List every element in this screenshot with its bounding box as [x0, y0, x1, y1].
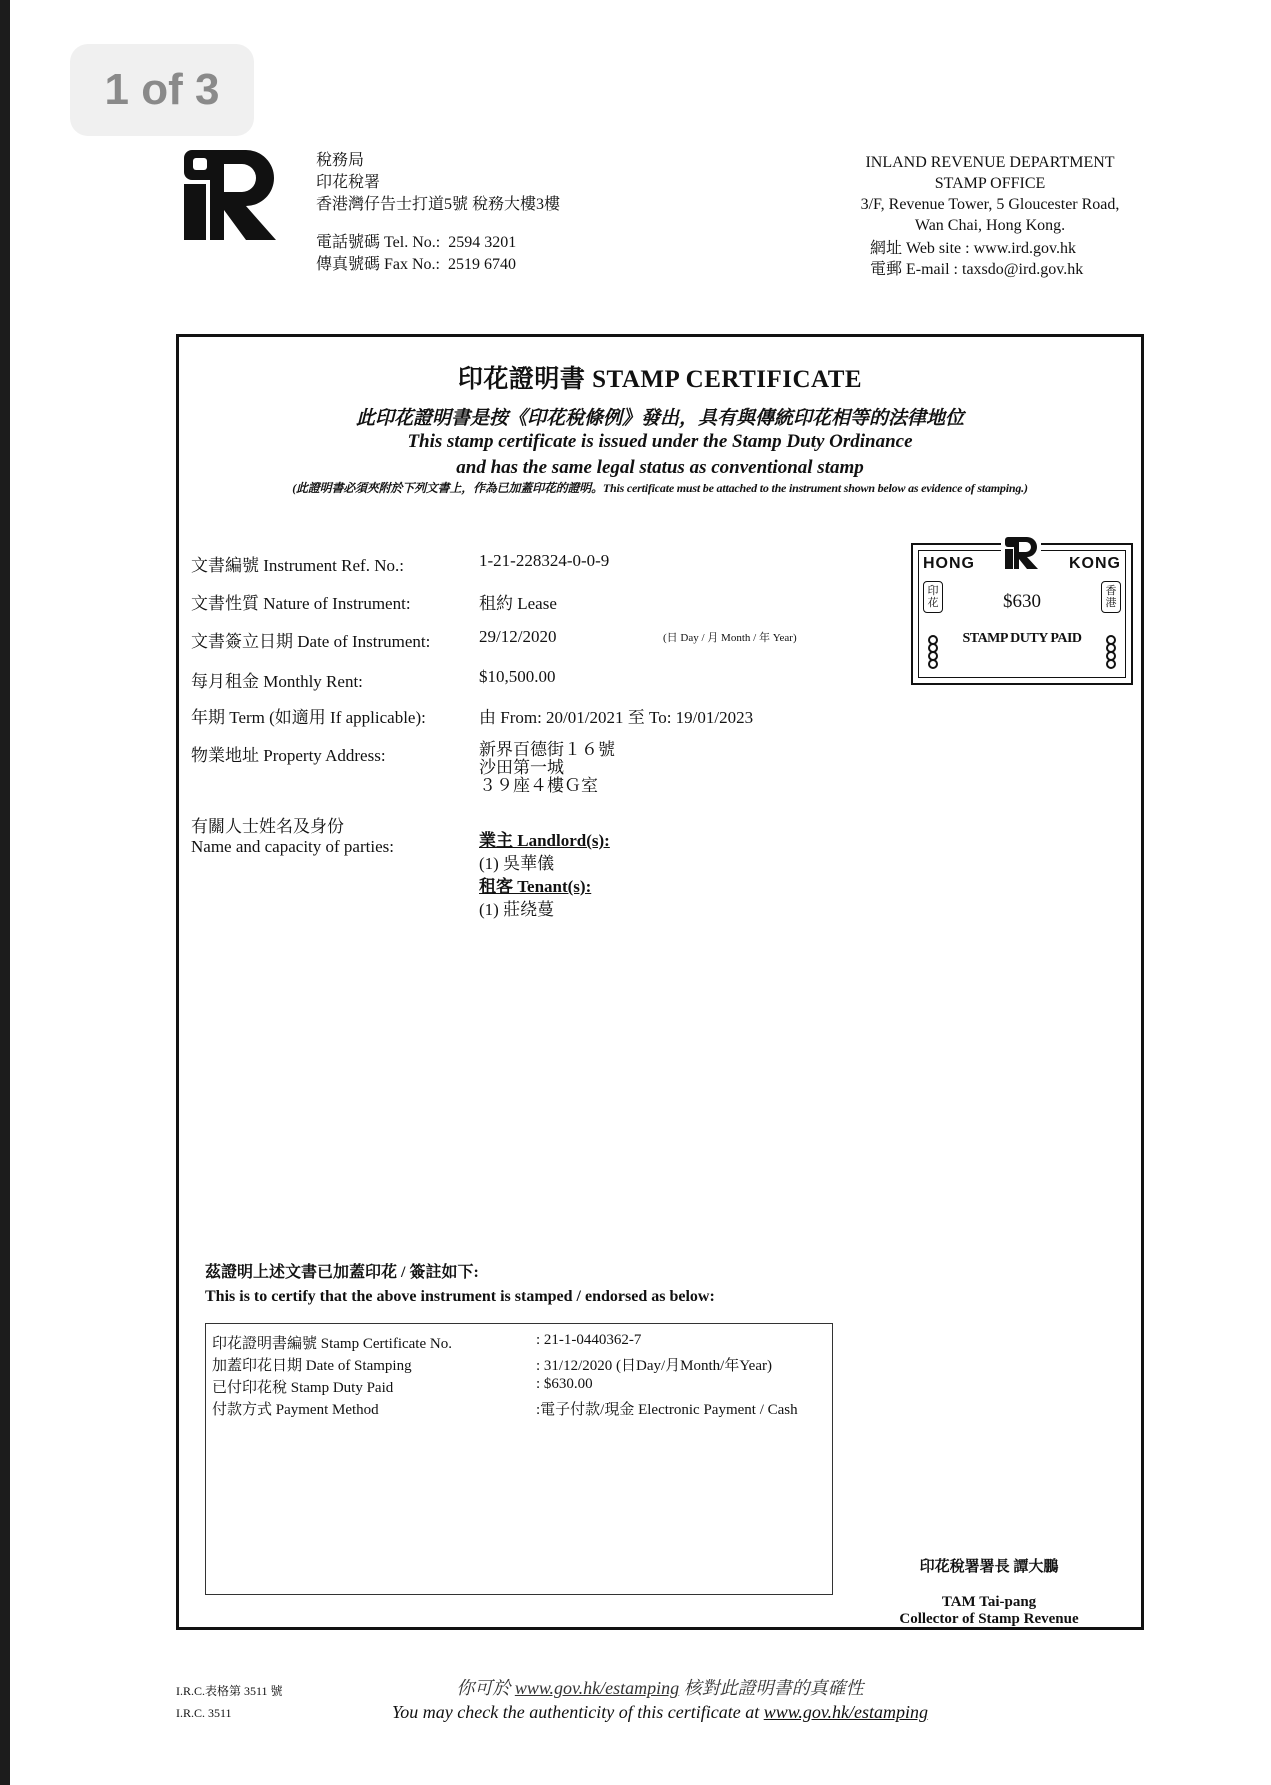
address-line2: 沙田第一城 [479, 758, 564, 777]
tel-number: 2594 3201 [448, 234, 517, 251]
header-office-en: STAMP OFFICE [934, 175, 1046, 192]
header-address-en-2: Wan Chai, Hong Kong. [914, 217, 1066, 234]
nature-label: 文書性質 Nature of Instrument: [191, 594, 411, 613]
page-counter: 1 of 3 [70, 44, 254, 136]
detail-payment-method [212, 1398, 798, 1419]
fax-number: 2519 6740 [448, 256, 517, 273]
detail-cert-no [212, 1332, 642, 1353]
ird-logo [184, 150, 280, 240]
website-link[interactable]: www.ird.gov.hk [973, 240, 1076, 257]
stamping-details-box [205, 1323, 833, 1595]
header-left-contact [316, 150, 560, 276]
method-value: :電子付款/現金 Electronic Payment / Cash [536, 1402, 798, 1418]
collector-name-zh: 印花稅署署長 譚大鵬 [919, 1559, 1059, 1575]
verify-note-en [340, 1702, 980, 1723]
verify-en-prefix: You may check the authenticity of this certificate at [391, 1702, 764, 1722]
form-number-en: I.R.C. 3511 [176, 1706, 232, 1720]
rent-label: 每月租金 Monthly Rent: [191, 672, 363, 691]
stamp-certificate-box [176, 334, 1144, 1630]
ref-value: 1-21-228324-0-0-9 [479, 551, 610, 570]
certificate-subtitle-zh: 此印花證明書是按《印花稅條例》發出，具有與傳統印花相等的法律地位 [355, 408, 964, 429]
seal-side-right: 香港 [1101, 581, 1121, 613]
seal-ird-logo [1001, 537, 1041, 571]
tel-label: 電話號碼 Tel. No.: [316, 234, 441, 251]
term-value: 由 From: 20/01/2021 至 To: 19/01/2023 [479, 708, 754, 727]
rent-value: $10,500.00 [479, 667, 556, 686]
address-line3: ３９座４樓Ｇ室 [479, 776, 598, 795]
method-label: 付款方式 Payment Method [212, 1402, 379, 1418]
subtitle-en-line1: This stamp certificate is issued under the Stamp Duty Ordinance [407, 431, 913, 452]
form-number [176, 1680, 283, 1724]
certify-zh: 茲證明上述文書已加蓋印花 / 簽註如下: [205, 1264, 479, 1281]
seal-ornament-right [1105, 635, 1117, 669]
parties-label-en: Name and capacity of parties: [191, 837, 394, 856]
date-value: 29/12/2020 [479, 627, 557, 646]
header-office-zh: 印花稅署 [316, 174, 381, 191]
certificate-subtitle-en [179, 429, 1141, 481]
parties-label-zh: 有關人士姓名及身份 [191, 817, 344, 836]
verify-note-zh [340, 1674, 980, 1700]
web-label: 網址 Web site : [870, 240, 970, 257]
tenant-name: (1) 莊绕蔓 [479, 900, 555, 919]
ref-label: 文書編號 Instrument Ref. No.: [191, 556, 404, 575]
duty-label: 已付印花稅 Stamp Duty Paid [212, 1380, 394, 1396]
seal-paid-label: STAMP DUTY PAID [962, 631, 1082, 646]
stamp-date-label: 加蓋印花日期 Date of Stamping [212, 1358, 412, 1374]
landlord-name: (1) 吳華儀 [479, 854, 555, 873]
detail-stamp-date [212, 1354, 772, 1375]
date-label: 文書簽立日期 Date of Instrument: [191, 632, 431, 651]
verify-zh-prefix: 你可於 [456, 1678, 515, 1698]
subtitle-en-line2: and has the same legal status as conventional stamp [456, 457, 864, 478]
tenant-heading: 租客 Tenant(s): [479, 877, 592, 896]
header-address-en-1: 3/F, Revenue Tower, 5 Gloucester Road, [860, 196, 1120, 213]
duty-value: : $630.00 [536, 1376, 593, 1392]
header-dept-zh: 稅務局 [316, 152, 365, 169]
parties-label [191, 817, 394, 857]
verify-zh-suffix: 核對此證明書的真確性 [679, 1678, 864, 1698]
seal-ornament-left [927, 635, 939, 669]
email-link[interactable]: taxsdo@ird.gov.hk [962, 261, 1084, 278]
detail-duty-paid [212, 1376, 593, 1397]
certify-en: This is to certify that the above instrument is stamped / endorsed as below: [205, 1288, 715, 1305]
nature-value: 租約 Lease [479, 594, 557, 613]
address-line1: 新界百德街１６號 [479, 740, 615, 759]
verify-link-en[interactable]: www.gov.hk/estamping [763, 1702, 929, 1722]
cert-no-label: 印花證明書編號 Stamp Certificate No. [212, 1336, 452, 1352]
parties-value [479, 829, 610, 921]
collector-title-en: Collector of Stamp Revenue [899, 1611, 1079, 1627]
landlord-heading: 業主 Landlord(s): [479, 831, 610, 850]
cert-no-value: : 21-1-0440362-7 [536, 1332, 642, 1348]
seal-side-left: 印花 [923, 581, 943, 613]
address-value [479, 741, 615, 795]
header-right-contact [830, 152, 1150, 280]
seal-kong: KONG [1069, 555, 1121, 572]
certificate-title: 印花證明書 STAMP CERTIFICATE [457, 366, 863, 393]
stamp-duty-paid-seal [911, 543, 1133, 685]
email-label: 電郵 E-mail : [870, 261, 958, 278]
seal-hong: HONG [923, 555, 975, 572]
date-format-hint: (日 Day / 月 Month / 年 Year) [663, 632, 797, 644]
form-number-zh: I.R.C.表格第 3511 號 [176, 1684, 283, 1698]
document-page [10, 0, 1271, 1785]
stamp-date-value: : 31/12/2020 (日Day/月Month/年Year) [536, 1358, 772, 1374]
header-dept-en: INLAND REVENUE DEPARTMENT [865, 154, 1115, 171]
collector-name-en: TAM Tai-pang [941, 1594, 1037, 1610]
verify-link-zh[interactable]: www.gov.hk/estamping [514, 1678, 680, 1698]
seal-amount: $630 [1003, 591, 1041, 612]
certify-statement [205, 1261, 715, 1309]
address-label: 物業地址 Property Address: [191, 746, 386, 765]
fax-label: 傳真號碼 Fax No.: [316, 256, 441, 273]
term-label: 年期 Term (如適用 If applicable): [191, 708, 426, 727]
certificate-note: (此證明書必須夾附於下列文書上，作為已加蓋印花的證明。This certificate must be attached to the instrument shown below as evidence of stamping.) [292, 481, 1028, 495]
header-address-zh: 香港灣仔告士打道5號 稅務大樓3樓 [316, 196, 561, 213]
collector-signature-block [859, 1559, 1119, 1628]
